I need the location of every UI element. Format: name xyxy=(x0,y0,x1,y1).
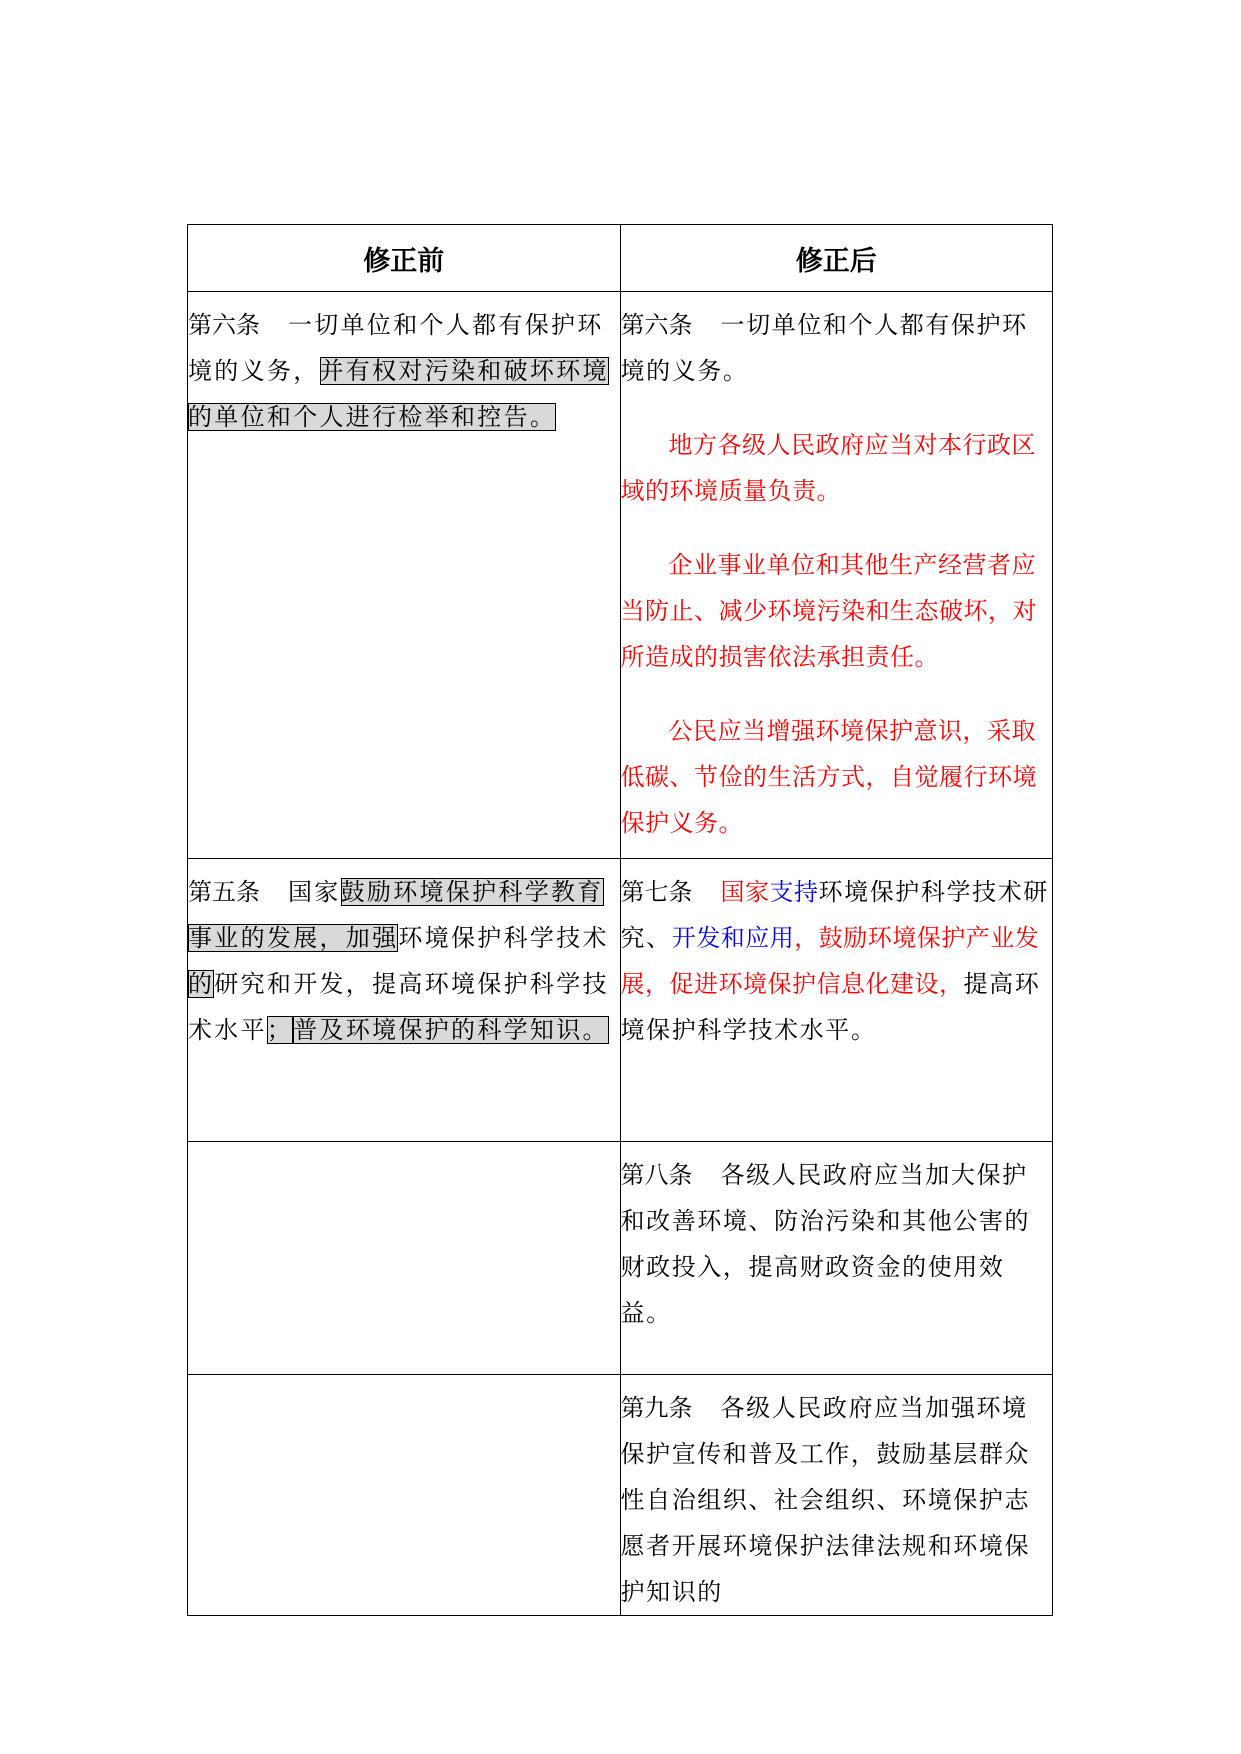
deleted-text: 鼓励环境保护科学教育事业的发展，加强 xyxy=(188,878,604,952)
article-number: 第七条 xyxy=(620,878,693,906)
modified-text: 开发和应用 xyxy=(671,924,795,952)
cell-before-empty xyxy=(188,1142,621,1375)
article-number: 第八条 xyxy=(620,1161,693,1189)
article-text: 提高环境保护科学技术水平。 xyxy=(620,970,1041,1044)
added-paragraph: 地方各级人民政府应当对本行政区域的环境质量负责。 xyxy=(620,431,1036,505)
table-row xyxy=(188,1375,1053,1616)
added-paragraph: 公民应当增强环境保护意识，采取低碳、节俭的生活方式，自觉履行环境保护义务。 xyxy=(620,717,1037,837)
added-text: 国家 xyxy=(720,878,770,906)
article-text: 各级人民政府应当加强环境保护宣传和普及工作，鼓励基层群众性自治组织、社会组织、环境保护志愿者开展环境保护法律法规和环境保护知识的 xyxy=(620,1394,1031,1606)
added-text: ，鼓励环境保护产业发展，促进环境保护信息化建设， xyxy=(620,924,1040,998)
article-text: 一切单位和个人都有保护环境的义务， xyxy=(188,311,604,385)
deleted-text: 的 xyxy=(188,970,215,998)
article-text: 研究和开发，提高环境保护科学技术水平 xyxy=(188,970,609,1044)
deleted-text: 并有权对污染和破坏环境的单位和个人进行检举和控告。 xyxy=(188,357,609,431)
cell-after-article-7 xyxy=(620,859,1053,1142)
deleted-text: 普及环境保护的科学知识。 xyxy=(293,1016,609,1044)
article-text: 环境保护科学技术 xyxy=(398,924,609,952)
added-paragraph: 企业事业单位和其他生产经营者应当防止、减少环境污染和生态破坏，对所造成的损害依法承担责任。 xyxy=(620,551,1037,671)
cell-before-article-6 xyxy=(188,292,621,859)
header-before: 修正前 xyxy=(188,225,621,292)
article-number: 第九条 xyxy=(620,1394,693,1422)
header-after: 修正后 xyxy=(620,225,1053,292)
cell-before-empty xyxy=(188,1375,621,1616)
article-number: 第六条 xyxy=(188,311,260,339)
cell-after-article-9 xyxy=(620,1375,1053,1616)
article-number: 第五条 xyxy=(188,878,260,906)
table-row xyxy=(188,1142,1053,1375)
comparison-table xyxy=(187,224,1053,1616)
table-row xyxy=(188,859,1053,1142)
cell-after-article-8 xyxy=(620,1142,1053,1375)
header-row xyxy=(188,225,1053,292)
deleted-text: ； xyxy=(266,1016,294,1044)
modified-text: 支持 xyxy=(769,878,819,906)
article-number: 第六条 xyxy=(620,311,693,339)
table-row xyxy=(188,292,1053,859)
article-text: 环境保护科学技术研究、 xyxy=(620,878,1049,952)
article-text: 国家 xyxy=(288,878,341,906)
cell-after-article-6 xyxy=(620,292,1053,859)
cell-before-article-5 xyxy=(188,859,621,1142)
article-text: 一切单位和个人都有保护环境的义务。 xyxy=(620,311,1028,385)
article-text: 各级人民政府应当加大保护和改善环境、防治污染和其他公害的财政投入，提高财政资金的使用效益。 xyxy=(620,1161,1031,1327)
